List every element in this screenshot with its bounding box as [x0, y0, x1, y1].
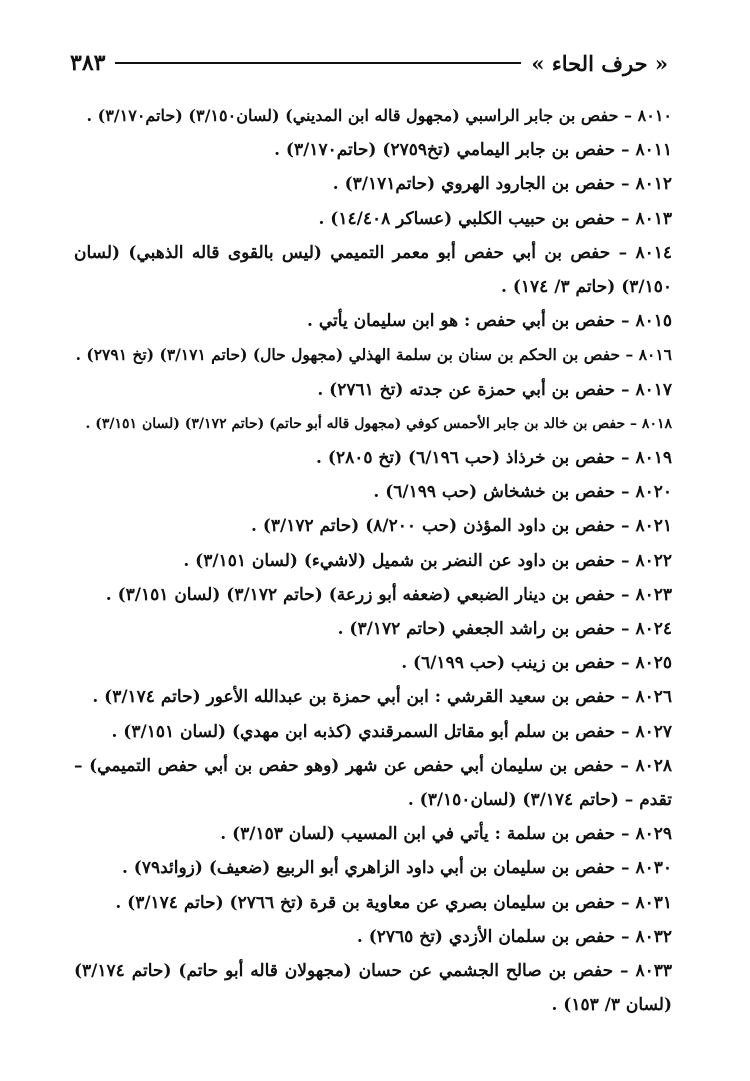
entry: ٨٠٢٤ – حفص بن راشد الجعفي (حاتم ٣/١٧٢) . — [337, 619, 672, 640]
entry: ٨٠١٠ – حفص بن جابر الراسبي (مجهول قاله ابن المديني) (لسان٣/١٥٠) (حاتم٣/١٧٠) . — [86, 106, 672, 125]
entry: ٨٠٣٠ – حفص بن سليمان بن أبي داود الزاهري أبو الربيع (ضعيف) (زوائد٧٩) . — [121, 858, 672, 879]
running-header — [70, 46, 668, 80]
page-number: ٣٨٣ — [70, 50, 106, 76]
entry: ٨٠٢٦ – حفص بن سعيد القرشي : ابن أبي حمزة بن عبدالله الأعور (حاتم ٣/١٧٤) . — [92, 687, 672, 708]
entry: ٨٠١٥ – حفص بن أبي حفص : هو ابن سليمان يأتي . — [307, 311, 672, 332]
entry-list — [74, 99, 672, 1022]
entry: ٨٠١٩ – حفص بن خرذاذ (حب ٦/١٩٦) (تخ ٢٨٠٥) . — [316, 448, 672, 469]
entry: ٨٠١٤ – حفص بن أبي حفص أبو معمر التميمي (ليس بالقوى قاله الذهبي) (لسان ٣/١٥٠) (حاتم ٣/ ١٧٤) . — [74, 242, 672, 298]
entry: ٨٠٢١ – حفص بن داود المؤذن (حب ٨/٢٠٠) (حاتم ٣/١٧٢) . — [251, 516, 672, 537]
header-rule — [115, 62, 521, 64]
entry: ٨٠٣٢ – حفص بن سلمان الأزدي (تخ ٢٧٦٥) . — [356, 926, 672, 947]
entry: ٨٠١٨ – حفص بن خالد بن جابر الأحمس كوفي (مجهول قاله أبو حاتم) (حاتم ٣/١٧٢) (لسان ٣/١٥١) . — [85, 415, 672, 432]
entry: ٨٠٢٥ – حفص بن زينب (حب ٦/١٩٩) . — [401, 653, 672, 674]
entry: ٨٠٣٣ – حفص بن صالح الجشمي عن حسان (مجهولان قاله أبو حاتم) (حاتم ٣/١٧٤) (لسان ٣/ ١٥٣) . — [74, 961, 672, 1016]
entry: ٨٠١٣ – حفص بن حبيب الكلبي (عساكر ١٤/٤٠٨) . — [318, 208, 672, 229]
entry: ٨٠١٢ – حفص بن الجارود الهروي (حاتم٣/١٧١) . — [332, 174, 672, 195]
entry: ٨٠٢٠ – حفص بن خشخاش (حب ٦/١٩٩) . — [373, 482, 672, 503]
entry: ٨٠٢٧ – حفص بن سلم أبو مقاتل السمرقندي (كذبه ابن مهدي) (لسان ٣/١٥١) . — [111, 721, 672, 742]
entry: ٨٠٣١ – حفص بن سليمان بصري عن معاوية بن قرة (تخ ٢٧٦٦) (حاتم ٣/١٧٤) . — [115, 892, 672, 913]
entry: ٨٠٢٣ – حفص بن دينار الضبعي (ضعفه أبو زرعة) (حاتم ٣/١٧٢) (لسان ٣/١٥١) . — [105, 584, 672, 605]
entry: ٨٠٢٢ – حفص بن داود عن النضر بن شميل (لاشيء) (لسان ٣/١٥١) . — [183, 550, 672, 571]
entry: ٨٠١٧ – حفص بن أبي حمزة عن جدته (تخ ٢٧٦١) . — [317, 379, 672, 400]
entry: ٨٠١١ – حفص بن جابر اليمامي (تخ٢٧٥٩) (حاتم٣/١٧٠) . — [274, 140, 672, 161]
chapter-title: « حرف الحاء » — [531, 50, 668, 76]
entry: ٨٠٢٨ – حفص بن سليمان أبي حفص عن شهر (وهو حفص بن أبي حفص التميمي) – تقدم – (حاتم ٣/١٧٤) (لسان٣/١٥٠) . — [74, 755, 672, 811]
entry: ٨٠١٦ – حفص بن الحكم بن سنان بن سلمة الهذلي (مجهول حال) (حاتم ٣/١٧١) (تخ ٢٧٩١) . — [75, 345, 672, 365]
entry: ٨٠٢٩ – حفص بن سلمة : يأتي في ابن المسيب (لسان ٣/١٥٣) . — [220, 824, 672, 845]
